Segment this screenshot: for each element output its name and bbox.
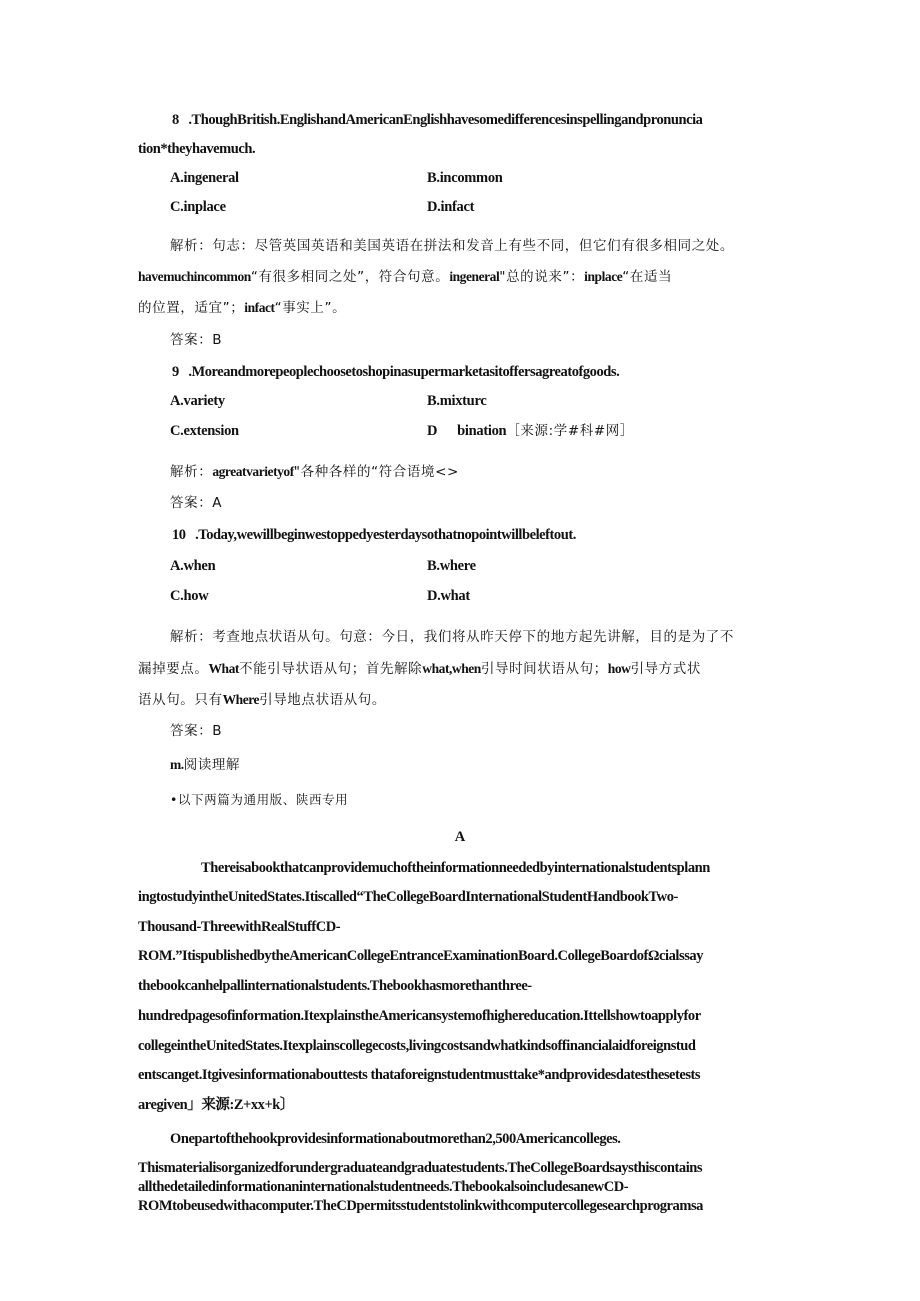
passage-p1-line4: ROM.”ItispublishedbytheAmericanCollegeEntranceExaminationBoard.CollegeBoardofΩcialssay [138,948,703,964]
q9-analysis-label: 解析： [170,464,213,480]
q10-option-b: B.where [427,558,476,574]
passage-p1-line6: hundredpagesofinformation.ItexplainstheAmericansystemofhighereducation.Ittellshowtoapplyfor [138,1008,701,1024]
q8-analysis-line2 [138,267,672,287]
q9-option-d-text: D bination [427,423,507,439]
q9-analysis-text: "各种各样的“符合语境<> [293,464,459,480]
passage-p1-line7: collegeintheUnitedStates.Itexplainscollegecosts,livingcostsandwhatkindsoffinancialaidforeignstud [138,1038,696,1054]
q10-analysis-term2: what,when [422,661,481,676]
passage-p1-line3: Thousand-ThreewithRealStuffCD- [138,919,341,935]
passage-p2-line1: Onepartofthehookprovidesinformationaboutmorethan2,500Americancolleges. [170,1131,621,1147]
q9-option-a: A.variety [170,393,225,409]
passage-p1-line8: entscanget.Itgivesinformationabouttests thataforeignstudentmusttake*andprovidesdatesthesetests [138,1067,701,1083]
passage-p1-line9: aregiven」来源:Z+xx+k〕 [138,1097,294,1113]
q10-analysis-line1: 解析：考查地点状语从句。句意：今日，我们将从昨天停下的地方起先讲解，目的是为了不 [170,629,734,645]
q10-analysis-text5: 语从句。只有 [138,692,223,708]
q9-option-d-source: ［来源:学#科#网］ [506,423,634,439]
q10-stem: 10 .Today,wewillbeginwestoppedyesterdaysothatnopointwillbeleftout. [172,527,576,543]
q10-analysis-text1: 漏掉要点。 [138,661,209,677]
q10-answer: 答案：B [170,723,223,739]
q10-analysis-term3: how [607,661,631,676]
q9-option-b: B.mixturc [427,393,487,409]
q9-answer: 答案：A [170,495,223,511]
passage-p1-line2: ingtostudyintheUnitedStates.Itiscalled“TheCollegeBoardInternationalStudentHandbookTwo- [138,889,678,905]
q8-analysis-text5: “事实上”。 [274,300,347,316]
passage-p1-line1: Thereisabookthatcanprovidemuchoftheinformationneededbyinternationalstudentsplann [201,860,710,876]
q8-analysis-text4: 的位置，适宜”； [138,300,245,316]
q10-analysis-text3: 引导时间状语从句； [480,661,608,677]
q8-analysis-term1: havemuchincommon [138,269,251,284]
q8-analysis-term2: ingeneral [449,269,500,284]
q10-analysis-term1: What [208,661,239,676]
q8-analysis-term3: inplace [584,269,623,284]
q8-option-c: C.inplace [170,199,226,215]
passage-title: A [454,829,466,845]
section-title [170,755,240,775]
q8-analysis-line3 [138,298,346,318]
section-title-text: 阅读理解 [183,757,241,773]
q10-option-d: D.what [427,588,470,604]
q10-option-c: C.how [170,588,209,604]
q8-analysis-text3: “在适当 [622,269,673,285]
q9-option-d [427,421,634,441]
section-note: •以下两篇为通用版、陕西专用 [170,792,349,807]
q8-option-b: B.incommon [427,170,503,186]
q10-analysis-term4: Where [222,692,260,707]
passage-p2-line4: ROMtobeusedwithacomputer.TheCDpermitsstudentstolinkwithcomputercollegesearchprogramsa [138,1198,703,1214]
passage-p2-line2: Thismaterialisorganizedforundergraduateandgraduatestudents.TheCollegeBoardsaysthiscontains [138,1160,703,1176]
q8-stem-line2: tion*theyhavemuch. [138,141,256,157]
q9-option-c: C.extension [170,423,239,439]
passage-p2-line3: allthedetailedinformationaninternationalstudentneeds.ThebookalsoincludesanewCD- [138,1179,629,1195]
q10-option-a: A.when [170,558,216,574]
q8-option-d: D.infact [427,199,475,215]
q8-analysis-line1: 解析：句志：尽管英国英语和美国英语在拼法和发音上有些不同，但它们有很多相同之处。 [170,238,734,254]
section-title-numeral: m. [170,757,184,772]
q8-analysis-text2: "总的说来”： [499,269,585,285]
q10-analysis-text2: 不能引导状语从句；首先解除 [238,661,423,677]
q9-analysis-term: agreatvarietyof [212,464,294,479]
q10-analysis-line2 [138,659,701,679]
q9-stem: 9 .Moreandmorepeoplechoosetoshopinasupermarketasitoffersagreatofgoods. [172,364,620,380]
passage-p1-line5: thebookcanhelpallinternationalstudents.Thebookhasmorethanthree- [138,978,532,994]
q8-analysis-text1: “有很多相同之处”，符合句意。 [250,269,450,285]
q8-stem-line1: 8 .ThoughBritish.EnglishandAmericanEnglishhavesomedifferencesinspellingandpronuncia [172,112,703,128]
q9-analysis [170,462,459,482]
q10-analysis-text6: 引导地点状语从句。 [259,692,387,708]
q8-option-a: A.ingeneral [170,170,239,186]
q8-answer: 答案：B [170,332,223,348]
q10-analysis-line3 [138,690,386,710]
q8-analysis-term4: infact [244,300,275,315]
q10-analysis-text4: 引导方式状 [630,661,701,677]
